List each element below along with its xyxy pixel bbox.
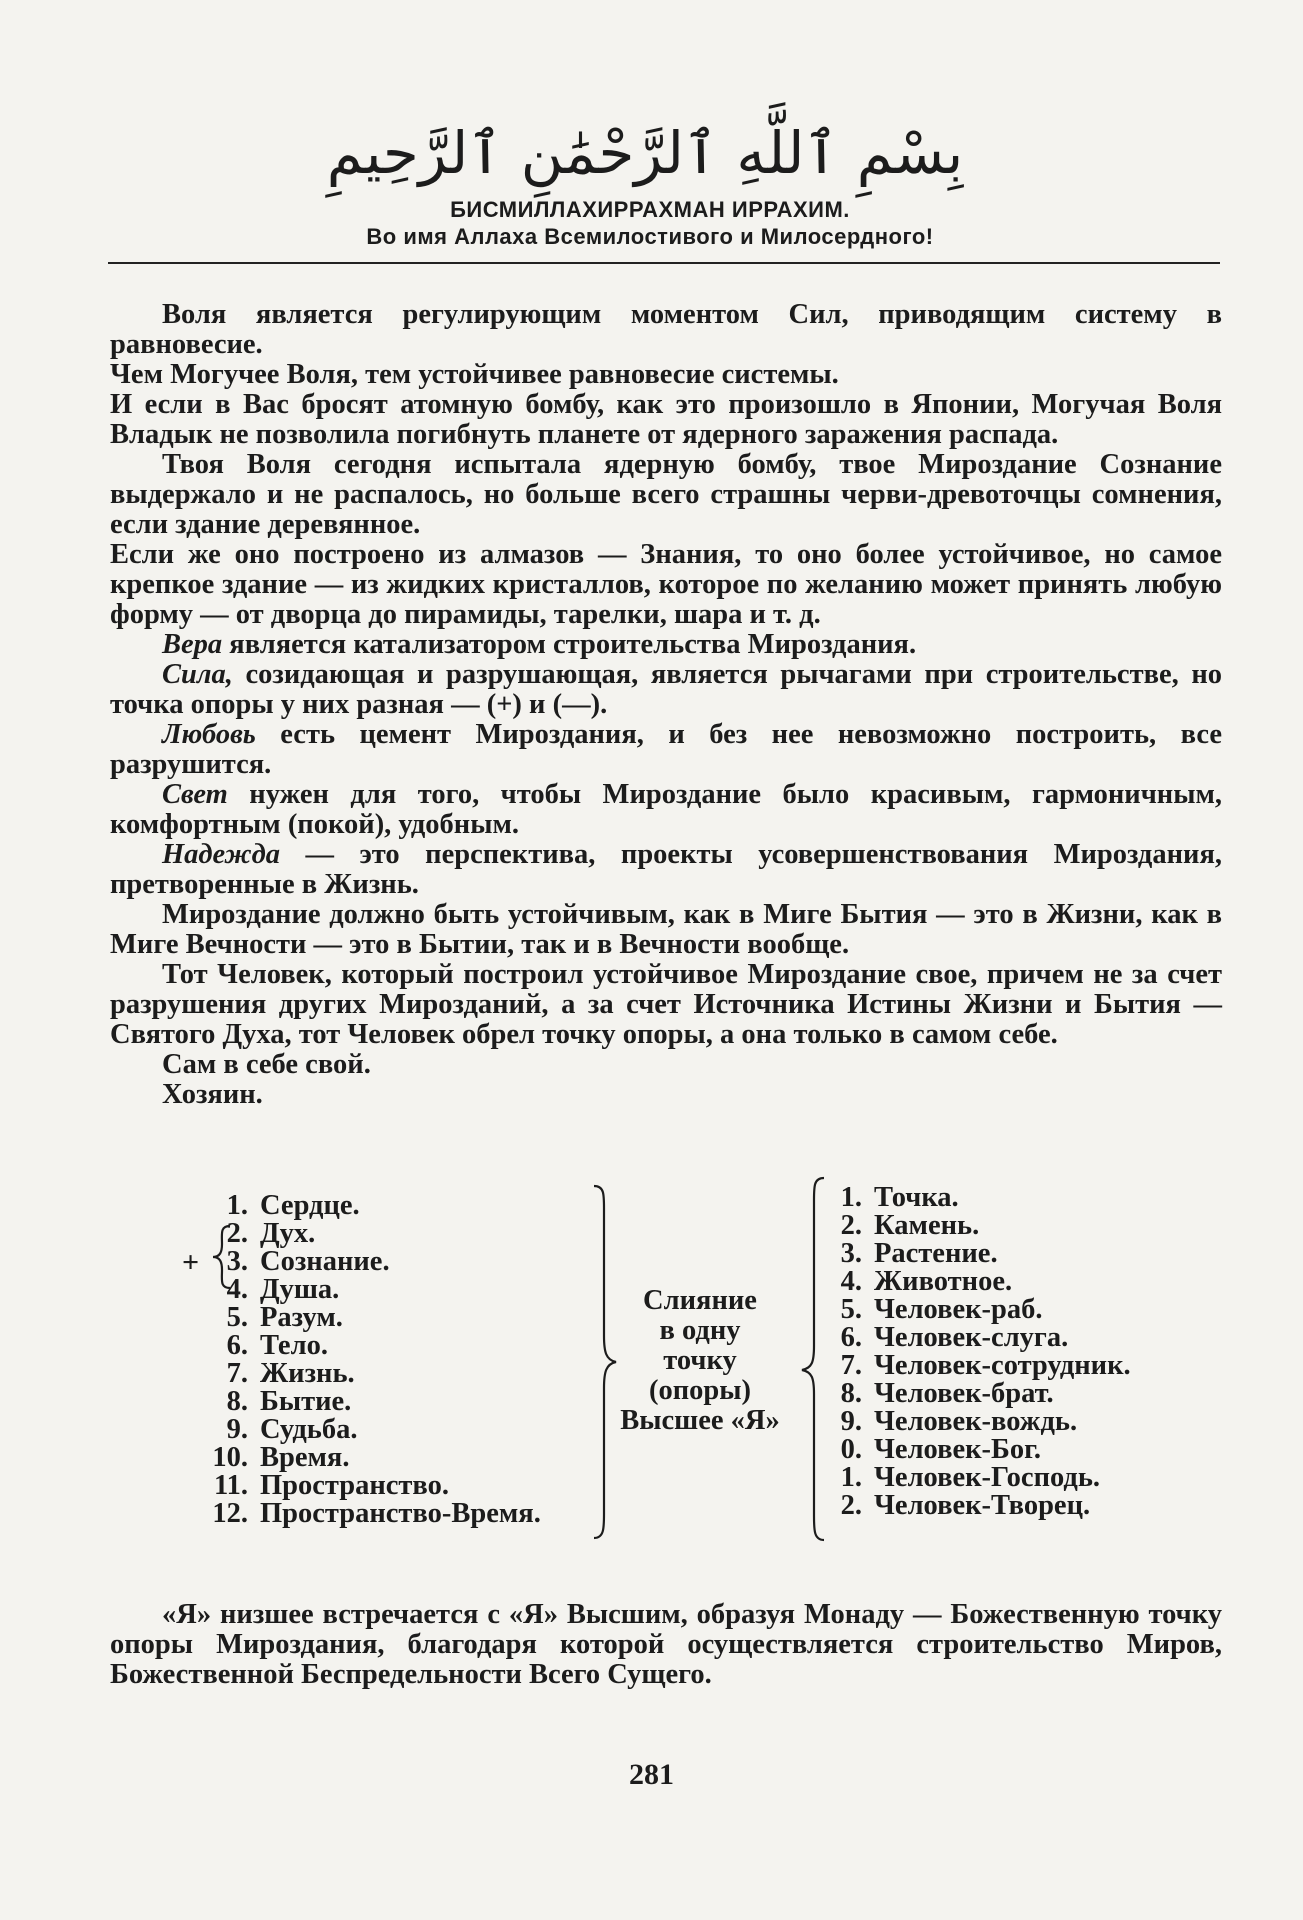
arabic-text: بِسْمِ ٱللَّهِ ٱلرَّحْمَٰنِ ٱلرَّحِيمِ xyxy=(326,119,964,187)
header-divider xyxy=(108,262,1220,264)
center-line: точку xyxy=(663,1345,737,1376)
closing-paragraph xyxy=(110,1600,1222,1690)
paragraph xyxy=(110,840,1222,900)
item-label: Душа. xyxy=(260,1274,340,1305)
paragraph xyxy=(110,1050,1222,1080)
italic-lead: Надежда xyxy=(162,839,281,870)
plus-sign: + xyxy=(182,1246,200,1279)
item-number: 9. xyxy=(226,1414,248,1445)
italic-lead: Свет xyxy=(162,779,228,810)
paragraph-text: нужен для того, чтобы Мироздание было красивым, гармоничным, комфортным (покой), удобным. xyxy=(110,779,1222,840)
item-label: Человек-раб. xyxy=(874,1294,1043,1325)
paragraph xyxy=(110,1600,1222,1690)
small-left-brace xyxy=(210,1224,232,1290)
paragraph xyxy=(110,360,1222,390)
item-label: Человек-сотрудник. xyxy=(874,1350,1131,1381)
item-number: 1. xyxy=(840,1182,862,1213)
italic-lead: Любовь xyxy=(162,719,256,750)
item-number: 4. xyxy=(226,1274,248,1305)
item-label: Растение. xyxy=(874,1238,998,1269)
item-number: 5. xyxy=(226,1302,248,1333)
header-title: БИСМИЛЛАХИРРАХМАН ИРРАХИМ. xyxy=(450,197,850,222)
item-number: 4. xyxy=(840,1266,862,1297)
item-label: Сердце. xyxy=(260,1190,360,1221)
item-label: Человек-вождь. xyxy=(874,1406,1078,1437)
item-number: 6. xyxy=(840,1322,862,1353)
page-number: 281 xyxy=(629,1758,674,1791)
paragraph-text: Воля является регулирующим моментом Сил, приводящим систему в равновесие. xyxy=(110,299,1222,360)
paragraph-text: созидающая и разрушающая, является рычагами при строительстве, но точка опоры у них разная — (+) и (—). xyxy=(110,659,1222,720)
item-label: Точка. xyxy=(874,1182,959,1213)
list-item xyxy=(830,1490,1090,1522)
item-label: Человек-брат. xyxy=(874,1378,1054,1409)
item-number: 11. xyxy=(213,1470,248,1501)
paragraph xyxy=(110,450,1222,540)
item-number: 8. xyxy=(840,1378,862,1409)
item-label: Тело. xyxy=(260,1330,328,1361)
item-number: 12. xyxy=(212,1498,248,1529)
item-number: 1. xyxy=(840,1462,862,1493)
paragraph-text: Тот Человек, который построил устойчивое Мироздание свое, причем не за счет разрушения других Мирозданий, а за счет Источника Истины Жизни и Бытия — Святого Духа, тот Человек обрел точку опоры, а она только в самом себе. xyxy=(110,959,1222,1050)
paragraph xyxy=(110,960,1222,1050)
list-item xyxy=(190,1498,541,1530)
item-label: Пространство. xyxy=(260,1470,450,1501)
item-number: 9. xyxy=(840,1406,862,1437)
item-number: 1. xyxy=(226,1190,248,1221)
item-label: Бытие. xyxy=(260,1386,352,1417)
item-label: Человек-Творец. xyxy=(874,1490,1091,1521)
item-label: Человек-слуга. xyxy=(874,1322,1069,1353)
paragraph-text: Твоя Воля сегодня испытала ядерную бомбу, твое Мироздание Сознание выдержало и не распалось, но больше всего страшны черви-древоточцы сомнения, если здание деревянное. xyxy=(110,449,1222,540)
hierarchy-diagram xyxy=(110,1182,1222,1550)
center-line: Высшее «Я» xyxy=(620,1405,780,1436)
item-label: Человек-Господь. xyxy=(874,1462,1101,1493)
center-line: в одну xyxy=(659,1315,741,1346)
item-number: 7. xyxy=(840,1350,862,1381)
item-number: 2. xyxy=(840,1490,862,1521)
item-number: 2. xyxy=(840,1210,862,1241)
item-label: Разум. xyxy=(260,1302,343,1333)
paragraph-text: И если в Вас бросят атомную бомбу, как это произошло в Японии, Могучая Воля Владык не позволила погибнуть планете от ядерного заражения распада. xyxy=(110,389,1222,450)
paragraph-text: Мироздание должно быть устойчивым, как в Миге Бытия — это в Жизни, как в Миге Вечности — это в Бытии, так и в Вечности вообще. xyxy=(110,899,1222,960)
item-number: 8. xyxy=(226,1386,248,1417)
paragraph-text: Чем Могучее Воля, тем устойчивее равновесие системы. xyxy=(110,359,839,390)
main-text xyxy=(110,300,1222,1110)
paragraph xyxy=(110,630,1222,660)
item-label: Сознание. xyxy=(260,1246,390,1277)
left-opening-brace xyxy=(798,1176,828,1542)
paragraph xyxy=(110,300,1222,360)
paragraph-text: — это перспектива, проекты усовершенствования Мироздания, претворенные в Жизнь. xyxy=(110,839,1222,900)
paragraph xyxy=(110,1080,1222,1110)
paragraph-text: есть цемент Мироздания, и без нее невозможно построить, все разрушится. xyxy=(110,719,1222,780)
item-label: Дух. xyxy=(260,1218,316,1249)
item-number: 3. xyxy=(226,1246,248,1277)
italic-lead: Вера xyxy=(162,629,223,660)
item-number: 5. xyxy=(840,1294,862,1325)
item-label: Жизнь. xyxy=(260,1358,355,1389)
item-number: 2. xyxy=(226,1218,248,1249)
item-label: Человек-Бог. xyxy=(874,1434,1041,1465)
paragraph xyxy=(110,660,1222,720)
paragraph xyxy=(110,390,1222,450)
item-number: 0. xyxy=(840,1434,862,1465)
center-line: Слияние xyxy=(643,1285,757,1316)
center-line: (опоры) xyxy=(648,1375,751,1406)
item-label: Животное. xyxy=(874,1266,1013,1297)
item-number: 6. xyxy=(226,1330,248,1361)
paragraph xyxy=(110,780,1222,840)
item-number: 7. xyxy=(226,1358,248,1389)
item-label: Камень. xyxy=(874,1210,980,1241)
header-subtitle: Во имя Аллаха Всемилостивого и Милосердного! xyxy=(366,224,934,249)
paragraph-text: Хозяин. xyxy=(162,1079,263,1110)
italic-lead: Сила, xyxy=(162,659,233,690)
paragraph xyxy=(110,900,1222,960)
paragraph-text: является катализатором строительства Мироздания. xyxy=(222,629,917,660)
item-label: Время. xyxy=(260,1442,350,1473)
item-label: Судьба. xyxy=(260,1414,358,1445)
paragraph xyxy=(110,720,1222,780)
paragraph-text: «Я» низшее встречается с «Я» Высшим, образуя Монаду — Божественную точку опоры Мироздания, благодаря которой осуществляется строительство Миров, Божественной Беспредельности Всего Сущего. xyxy=(110,1599,1222,1690)
paragraph xyxy=(110,540,1222,630)
item-number: 10. xyxy=(212,1442,248,1473)
item-label: Пространство-Время. xyxy=(260,1498,541,1529)
paragraph-text: Если же оно построено из алмазов — Знания, то оно более устойчивое, но самое крепкое здание — из жидких кристаллов, которое по желанию может принять любую форму — от дворца до пирамиды, тарелки, шара и т. д. xyxy=(110,539,1222,630)
paragraph-text: Сам в себе свой. xyxy=(162,1049,371,1080)
center-label xyxy=(610,1286,790,1436)
item-number: 3. xyxy=(840,1238,862,1269)
